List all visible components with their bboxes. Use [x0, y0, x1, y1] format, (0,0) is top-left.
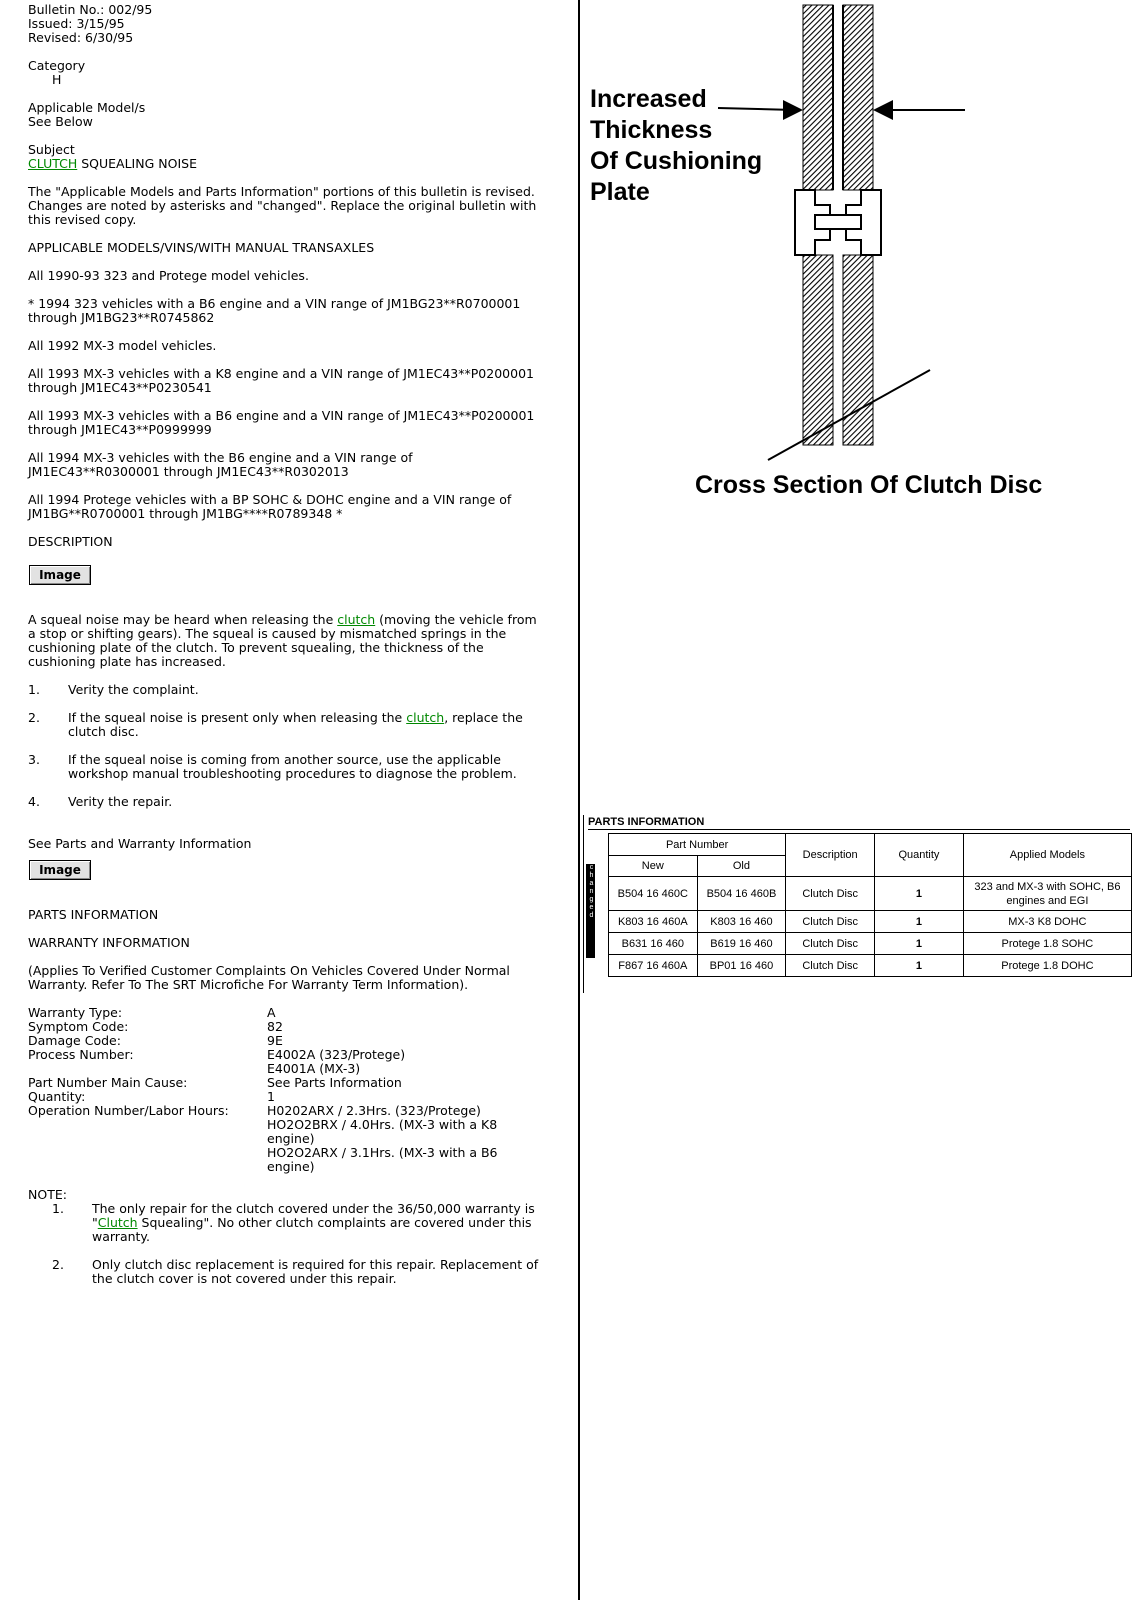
subject-value — [28, 157, 548, 171]
clutch-link[interactable]: CLUTCH — [28, 156, 78, 171]
warranty-heading: WARRANTY INFORMATION — [28, 935, 190, 950]
category-value: H — [52, 72, 62, 87]
description-heading: DESCRIPTION — [28, 534, 113, 549]
diagram-label: Increased Thickness Of Cushioning Plate — [590, 85, 763, 206]
description-text: A squeal noise may be heard when releasing the clutch (moving the vehicle from a stop or shifting gears). The squeal is caused by mismatched springs in the cushioning plate of the clutch. To prevent squealing, the thickness of the cushioning plate has increased. — [28, 612, 537, 669]
category-section — [28, 59, 548, 87]
issued-date: Issued: 3/15/95 — [28, 16, 125, 31]
applicable-item: All 1993 MX-3 vehicles with a B6 engine and a VIN range of JM1EC43**P0200001 through JM1EC43**P0999999 — [28, 408, 535, 437]
applicable-item: All 1994 MX-3 vehicles with the B6 engine and a VIN range of JM1EC43**R0300001 through JM1EC43**R0302013 — [28, 450, 413, 479]
table-row: F867 16 460A BP01 16 460 Clutch Disc 1 Protege 1.8 DOHC — [609, 955, 1132, 977]
parts-table-title: PARTS INFORMATION — [588, 816, 705, 828]
table-row: Symptom Code: 82 — [28, 1019, 283, 1034]
diagram-caption: Cross Section Of Clutch Disc — [695, 471, 1043, 499]
bulletin-header — [28, 3, 548, 45]
parts-left-rule — [583, 815, 584, 993]
applicable-item: All 1994 Protege vehicles with a BP SOHC & DOHC engine and a VIN range of JM1BG**R0700001 through JM1BG****R0789348 * — [28, 492, 512, 521]
list-item: 3. If the squeal noise is coming from another source, use the applicable workshop manual troubleshooting procedures to diagnose the problem. — [28, 752, 517, 781]
subject-rest: SQUEALING NOISE — [77, 156, 197, 171]
applicable-item: All 1992 MX-3 model vehicles. — [28, 338, 217, 353]
description-image-wrap — [28, 563, 548, 585]
table-row: B504 16 460C B504 16 460B Clutch Disc 1 323 and MX-3 with SOHC, B6 engines and EGI — [609, 877, 1132, 911]
parts-table — [608, 833, 1132, 977]
revision-note: The "Applicable Models and Parts Information" portions of this bulletin is revised. Changes are noted by asterisks and "changed". Replace the original bulletin with this revised copy. — [28, 184, 537, 227]
table-header-row: New Old — [609, 856, 1132, 877]
parts-image-wrap — [28, 858, 548, 880]
note-list — [28, 1202, 548, 1286]
applicable-models-label: Applicable Model/s — [28, 100, 146, 115]
table-row: Damage Code: 9E — [28, 1033, 283, 1048]
warranty-note: (Applies To Verified Customer Complaints On Vehicles Covered Under Normal Warranty. Refer To The SRT Microfiche For Warranty Term Information). — [28, 963, 510, 992]
list-item: 1. Verity the complaint. — [28, 682, 199, 697]
table-header-row: Part Number Description Quantity Applied Models — [609, 834, 1132, 856]
category-label: Category — [28, 58, 86, 73]
image-button[interactable]: Image — [29, 565, 91, 585]
bulletin-number: Bulletin No.: 002/95 — [28, 2, 153, 17]
warranty-table — [28, 1006, 548, 1174]
repair-steps — [28, 683, 548, 809]
applicable-models-section — [28, 101, 548, 129]
parts-heading: PARTS INFORMATION — [28, 907, 159, 922]
clutch-link[interactable]: Clutch — [97, 1215, 138, 1230]
parts-top-rule — [588, 829, 1130, 830]
applicable-item: * 1994 323 vehicles with a B6 engine and a VIN range of JM1BG23**R0700001 through JM1BG23**R0745862 — [28, 296, 521, 325]
applicable-models-value: See Below — [28, 114, 93, 129]
clutch-link[interactable]: clutch — [406, 710, 445, 725]
applicable-item: All 1993 MX-3 vehicles with a K8 engine and a VIN range of JM1EC43**P0200001 through JM1EC43**P0230541 — [28, 366, 534, 395]
bulletin-text-column — [28, 3, 548, 1300]
table-row: Quantity: 1 — [28, 1089, 275, 1104]
column-divider — [578, 0, 580, 1600]
table-row: Process Number: E4002A (323/Protege) E4001A (MX-3) — [28, 1047, 406, 1076]
clutch-link[interactable]: clutch — [337, 612, 376, 627]
see-parts-text: See Parts and Warranty Information — [28, 836, 252, 851]
list-item: 2. Only clutch disc replacement is required for this repair. Replacement of the clutch cover is not covered under this repair. — [52, 1257, 539, 1286]
table-row: Operation Number/Labor Hours: H0202ARX / 2.3Hrs. (323/Protege) HO2O2BRX / 4.0Hrs. (MX-3 with a K8 engine) HO2O2ARX / 3.1Hrs. (MX-3 with a B6 engine) — [28, 1103, 498, 1174]
applicable-heading: APPLICABLE MODELS/VINS/WITH MANUAL TRANSAXLES — [28, 240, 375, 255]
clutch-disc-diagram — [590, 0, 1110, 520]
table-row: Warranty Type: A — [28, 1005, 276, 1020]
changed-marker: changed — [586, 864, 595, 958]
table-row: Part Number Main Cause: See Parts Information — [28, 1075, 402, 1090]
list-item: 4. Verity the repair. — [28, 794, 173, 809]
applicable-item: All 1990-93 323 and Protege model vehicles. — [28, 268, 309, 283]
list-item: 2. If the squeal noise is present only when releasing the clutch, replace the clutch disc. — [28, 710, 523, 739]
image-button[interactable]: Image — [29, 860, 91, 880]
table-row: K803 16 460A K803 16 460 Clutch Disc 1 MX-3 K8 DOHC — [609, 911, 1132, 933]
revised-date: Revised: 6/30/95 — [28, 30, 134, 45]
subject-label: Subject — [28, 142, 75, 157]
subject-section — [28, 143, 548, 171]
note-heading: NOTE: — [28, 1187, 67, 1202]
list-item: 1. The only repair for the clutch covered under the 36/50,000 warranty is "Clutch Squealing". No other clutch complaints are covered under this warranty. — [52, 1201, 535, 1244]
table-row: B631 16 460 B619 16 460 Clutch Disc 1 Protege 1.8 SOHC — [609, 933, 1132, 955]
center-rivet — [795, 190, 881, 255]
